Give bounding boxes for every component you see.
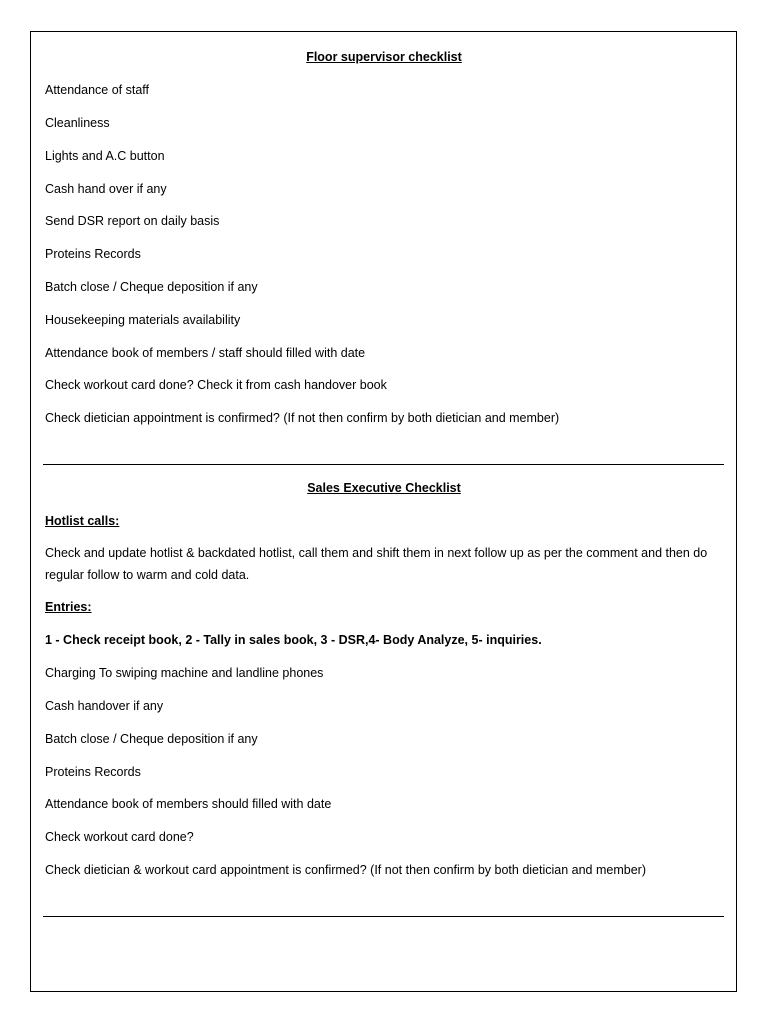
floor-item: Attendance book of members / staff should filled with date [45, 346, 366, 360]
sales-checklist-title: Sales Executive Checklist [307, 481, 461, 495]
entries-text: 1 - Check receipt book, 2 - Tally in sales book, 3 - DSR,4- Body Analyze, 5- inquiries. [45, 633, 542, 647]
floor-checklist-title: Floor supervisor checklist [306, 50, 462, 64]
floor-item: Cleanliness [45, 116, 110, 130]
floor-item: Attendance of staff [45, 83, 150, 97]
floor-item: Send DSR report on daily basis [45, 214, 220, 228]
section-divider [43, 916, 724, 917]
floor-item: Cash hand over if any [45, 182, 167, 196]
floor-item: Check workout card done? Check it from cash handover book [45, 378, 387, 392]
floor-item: Check dietician appointment is confirmed? (If not then confirm by both dietician and member) [45, 411, 560, 425]
sales-item: Cash handover if any [45, 699, 164, 713]
floor-item: Batch close / Cheque deposition if any [45, 280, 258, 294]
floor-item: Lights and A.C button [45, 149, 165, 163]
sales-item: Attendance book of members should filled with date [45, 797, 332, 811]
hotlist-heading: Hotlist calls: [45, 514, 120, 528]
entries-heading: Entries: [45, 600, 92, 614]
section-divider [43, 464, 724, 465]
page-border [30, 31, 737, 992]
sales-item: Check dietician & workout card appointment is confirmed? (If not then confirm by both dietician and member) [45, 863, 646, 877]
sales-item: Check workout card done? [45, 830, 194, 844]
sales-item: Batch close / Cheque deposition if any [45, 732, 258, 746]
floor-item: Proteins Records [45, 247, 141, 261]
hotlist-text: Check and update hotlist & backdated hotlist, call them and shift them in next follow up as per the comment and then do regular follow to warm and cold data. [45, 546, 708, 582]
sales-item: Charging To swiping machine and landline phones [45, 666, 324, 680]
sales-item: Proteins Records [45, 765, 141, 779]
floor-item: Housekeeping materials availability [45, 313, 241, 327]
